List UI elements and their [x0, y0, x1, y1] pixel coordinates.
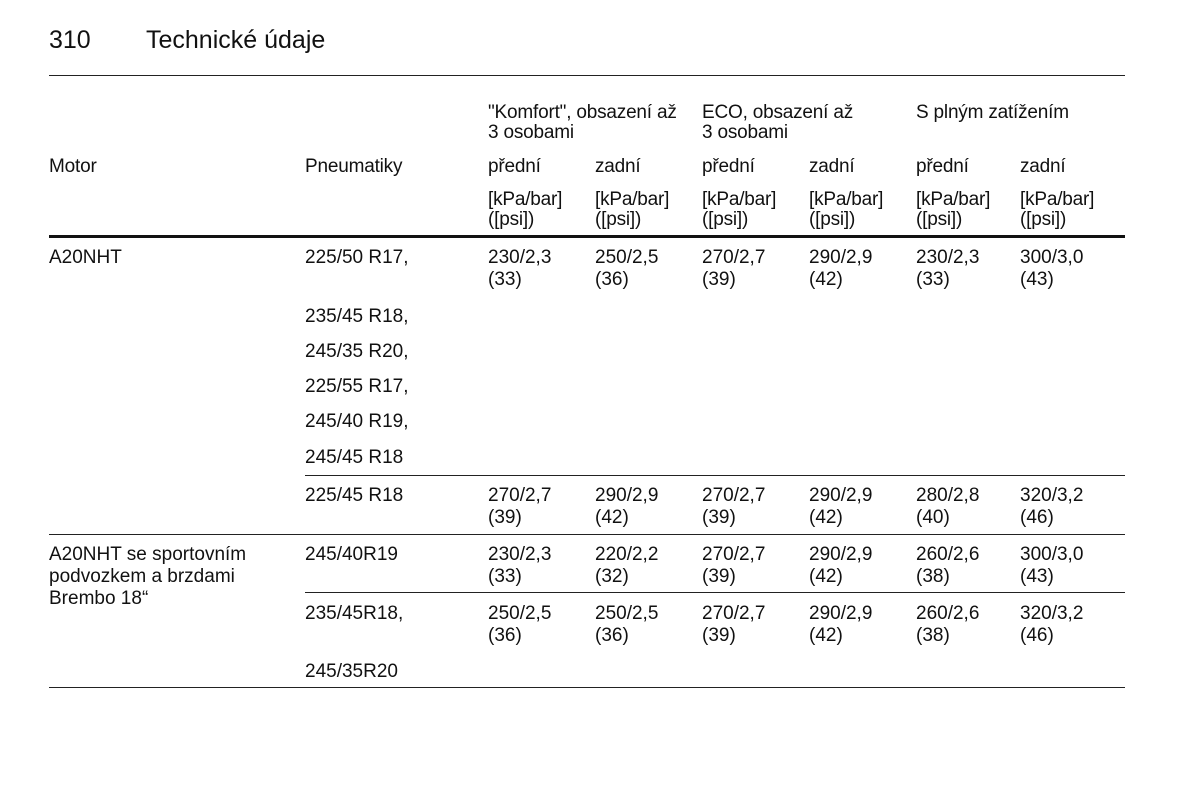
motor-cell: A20NHT	[49, 247, 122, 268]
tyre-size: 245/45 R18	[305, 447, 404, 468]
pressure-value: 220/2,2	[595, 544, 659, 565]
pressure-psi: (42)	[809, 625, 843, 646]
column-header-tyres: Pneumatiky	[305, 156, 403, 177]
tyre-size: 235/45R18,	[305, 603, 404, 624]
group-header-comfort-line2: 3 osobami	[488, 122, 574, 143]
subheader-front: přední	[916, 156, 969, 177]
unit-label-psi: ([psi])	[702, 209, 749, 230]
pressure-psi: (42)	[595, 507, 629, 528]
pressure-psi: (32)	[595, 566, 629, 587]
subheader-front: přední	[488, 156, 541, 177]
pressure-value: 250/2,5	[595, 247, 659, 268]
pressure-value: 270/2,7	[702, 603, 766, 624]
motor-cell: podvozkem a brzdami	[49, 566, 235, 587]
tyre-size: 225/50 R17,	[305, 247, 409, 268]
pressure-value: 270/2,7	[488, 485, 552, 506]
pressure-psi: (33)	[488, 269, 522, 290]
tyre-size: 245/40 R19,	[305, 411, 409, 432]
tyre-size: 225/55 R17,	[305, 376, 409, 397]
table-header-divider	[49, 235, 1125, 238]
pressure-psi: (43)	[1020, 269, 1054, 290]
pressure-psi: (42)	[809, 507, 843, 528]
header-divider	[49, 75, 1125, 76]
pressure-value: 230/2,3	[916, 247, 980, 268]
pressure-value: 290/2,9	[595, 485, 659, 506]
page-title: Technické údaje	[146, 26, 326, 54]
unit-label-psi: ([psi])	[1020, 209, 1067, 230]
pressure-value: 250/2,5	[595, 603, 659, 624]
pressure-psi: (33)	[916, 269, 950, 290]
row-divider	[49, 534, 1125, 535]
unit-label-psi: ([psi])	[809, 209, 856, 230]
group-header-full-load: S plným zatížením	[916, 102, 1069, 123]
pressure-psi: (33)	[488, 566, 522, 587]
pressure-value: 290/2,9	[809, 544, 873, 565]
pressure-psi: (46)	[1020, 625, 1054, 646]
tyre-size: 225/45 R18	[305, 485, 404, 506]
unit-label: [kPa/bar]	[1020, 189, 1095, 210]
pressure-value: 260/2,6	[916, 544, 980, 565]
pressure-psi: (39)	[488, 507, 522, 528]
page-number: 310	[49, 26, 91, 54]
unit-label-psi: ([psi])	[916, 209, 963, 230]
unit-label: [kPa/bar]	[702, 189, 777, 210]
unit-label: [kPa/bar]	[488, 189, 563, 210]
pressure-psi: (36)	[488, 625, 522, 646]
tyre-size: 245/40R19	[305, 544, 398, 565]
pressure-value: 290/2,9	[809, 247, 873, 268]
pressure-value: 260/2,6	[916, 603, 980, 624]
group-header-comfort-line1: "Komfort", obsazení až	[488, 102, 677, 123]
table-bottom-rule	[49, 687, 1125, 688]
pressure-value: 290/2,9	[809, 603, 873, 624]
row-divider	[305, 592, 1125, 593]
pressure-psi: (42)	[809, 269, 843, 290]
pressure-psi: (39)	[702, 566, 736, 587]
pressure-psi: (38)	[916, 566, 950, 587]
pressure-value: 270/2,7	[702, 485, 766, 506]
pressure-psi: (39)	[702, 625, 736, 646]
pressure-psi: (40)	[916, 507, 950, 528]
pressure-value: 270/2,7	[702, 544, 766, 565]
pressure-value: 280/2,8	[916, 485, 980, 506]
pressure-value: 230/2,3	[488, 544, 552, 565]
pressure-psi: (46)	[1020, 507, 1054, 528]
pressure-value: 300/3,0	[1020, 247, 1084, 268]
pressure-value: 290/2,9	[809, 485, 873, 506]
pressure-value: 250/2,5	[488, 603, 552, 624]
subheader-rear: zadní	[809, 156, 855, 177]
pressure-psi: (36)	[595, 269, 629, 290]
pressure-value: 320/3,2	[1020, 485, 1084, 506]
unit-label: [kPa/bar]	[595, 189, 670, 210]
unit-label-psi: ([psi])	[595, 209, 642, 230]
tyre-size: 235/45 R18,	[305, 306, 409, 327]
row-divider	[305, 475, 1125, 476]
subheader-rear: zadní	[1020, 156, 1066, 177]
pressure-value: 230/2,3	[488, 247, 552, 268]
tyre-size: 245/35R20	[305, 661, 398, 682]
group-header-eco-line1: ECO, obsazení až	[702, 102, 853, 123]
unit-label: [kPa/bar]	[809, 189, 884, 210]
pressure-psi: (43)	[1020, 566, 1054, 587]
pressure-psi: (42)	[809, 566, 843, 587]
unit-label-psi: ([psi])	[488, 209, 535, 230]
subheader-rear: zadní	[595, 156, 641, 177]
column-header-motor: Motor	[49, 156, 97, 177]
pressure-psi: (36)	[595, 625, 629, 646]
tyre-size: 245/35 R20,	[305, 341, 409, 362]
group-header-eco-line2: 3 osobami	[702, 122, 788, 143]
subheader-front: přední	[702, 156, 755, 177]
pressure-value: 270/2,7	[702, 247, 766, 268]
pressure-psi: (39)	[702, 507, 736, 528]
pressure-psi: (39)	[702, 269, 736, 290]
pressure-value: 320/3,2	[1020, 603, 1084, 624]
pressure-psi: (38)	[916, 625, 950, 646]
motor-cell: A20NHT se sportovním	[49, 544, 247, 565]
motor-cell: Brembo 18“	[49, 588, 149, 609]
pressure-value: 300/3,0	[1020, 544, 1084, 565]
unit-label: [kPa/bar]	[916, 189, 991, 210]
